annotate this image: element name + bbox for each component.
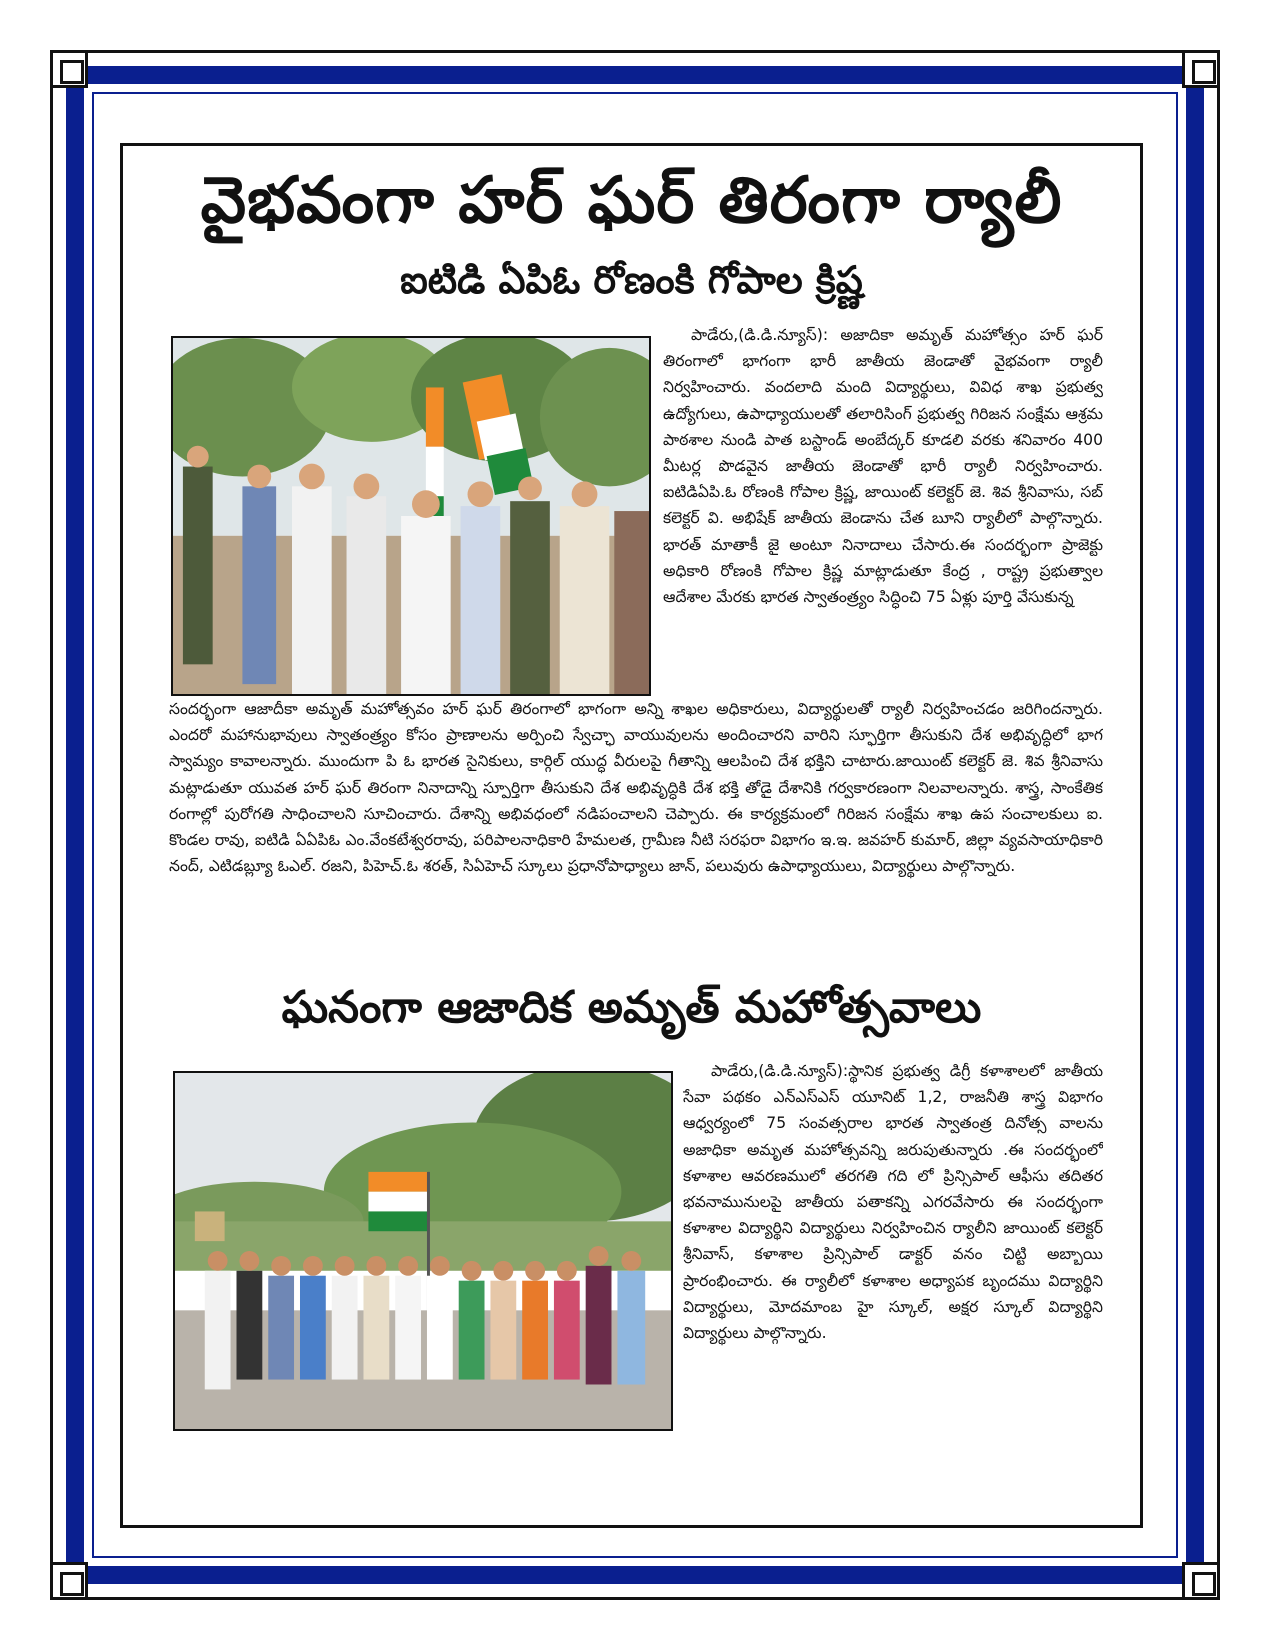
article1-headline: వైభవంగా హర్ ఘర్ తిరంగా ర్యాలీ: [200, 164, 1063, 238]
article1-subheadline: ఐటిడి ఏపిఓ రోణంకి గోపాల క్రిష్ణ: [400, 258, 863, 302]
corner-ornament-icon: [1182, 50, 1220, 88]
corner-ornament-icon: [50, 1562, 88, 1600]
article1-body-column: పాడేరు,(డి.డి.న్యూస్): అజాదికా అమృత్ మహోత్సం హర్ ఘర్ తిరంగాలో భాగంగా భారీ జాతీయ జెండాతో వైభవంగా ర్యాలీ నిర్వహించారు. వందలాది మంది విద్యార్థులు, వివిధ శాఖ ప్రభుత్వ ఉద్యోగులు, ఉపాధ్యాయులతో తలారిసింగ్ ప్రభుత్వ గిరిజన సంక్షేమ ఆశ్రమ పాఠశాల నుండి పాత బస్టాండ్ అంబేద్కర్ కూడలి వరకు శనివారం 400 మీటర్ల పొడవైన జాతీయ జెండాతో భారీ ర్యాలీ నిర్వహించారు. ఐటిడిఏపి.ఓ రోణంకి గోపాల క్రిష్ణ, జాయింట్ కలెక్టర్ జె. శివ శ్రీనివాసు, సబ్ కలెక్టర్ వి. అభిషేక్ జాతీయ జెండాను చేత బూని ర్యాలీలో పాల్గొన్నారు. భారత్ మాతాకీ జై అంటూ నినాదాలు చేసారు.ఈ సందర్భంగా ప్రాజెక్టు అధికారి రోణంకి గోపాల క్రిష్ణ మాట్లాడుతూ కేంద్ర , రాష్ట్ర ప్రభుత్వాల ఆదేశాల మేరకు భారత స్వాతంత్ర్యం సిద్ధించి 75 ఏళ్లు పూర్తి వేసుకున్న: [663, 326, 1103, 607]
news-clipping: [120, 143, 1143, 1528]
article2-headline: ఘనంగా ఆజాదిక అమృత్ మహోత్సవాలు: [281, 982, 982, 1033]
article1-body-fullwidth: సందర్భంగా ఆజాదీకా అమృత్ మహోత్సవం హర్ ఘర్ తిరంగాలో భాగంగా అన్ని శాఖల అధికారులు, విద్యార్థులతో ర్యాలీ నిర్వహించడం జరిగిందన్నారు. ఎందరో మహానుభావులు స్వాతంత్ర్యం కోసం ప్రాణాలను అర్పించి స్వేచ్ఛా వాయువులను అందించారని వారిని స్ఫూర్తిగా తీసుకుని దేశ అభివృద్ధిలో భాగ స్వామ్యం కావాలన్నారు. ముందుగా పి ఓ భారత సైనికులు, కార్గిల్ యుద్ధ వీరులపై గీతాన్ని ఆలపించి దేశ భక్తిని చాటారు.జాయింట్ కలెక్టర్ జె. శివ శ్రీనివాసు మట్లాడుతూ యువత హర్ ఘర్ తిరంగా నినాదాన్ని స్పూర్తిగా తీసుకుని దేశ అభివృద్ధికి దేశ భక్తి తోడై దేశానికి గర్వకారణంగా నిలవాలన్నారు. శాస్త్ర, సాంకేతిక రంగాల్లో పురోగతి సాధించాలని సూచించారు. దేశాన్ని అభివధంలో నడిపంచాలని చెప్పారు. ఈ కార్యక్రమంలో గిరిజన సంక్షేమ శాఖ ఉప సంచాలకులు ఐ. కొండల రావు, ఐటిడి ఏఏపిఓ ఎం.వేంకటేశ్వరరావు, పరిపాలనాధికారి హేమలత, గ్రామీణ నీటి సరఫరా విభాగం ఇ.ఇ. జవహర్ కుమార్, జిల్లా వ్యవసాయాధికారి నంద్, ఎటిడబ్ల్యూ ఓఎల్. రజని, పిహెచ్.ఓ శరత్, సిఏహెచ్ స్కూలు ప్రధానోపాధ్యాలు జాన్, పలువురు ఉపాధ్యాయులు, విద్యార్థులు పాల్గొన్నారు.: [169, 700, 1103, 876]
corner-ornament-icon: [1182, 1562, 1220, 1600]
group-photo: [173, 1071, 673, 1431]
rally-photo: [171, 336, 651, 696]
corner-ornament-icon: [50, 50, 88, 88]
article2-body: పాడేరు,(డి.డి.న్యూస్):స్థానిక ప్రభుత్వ డిగ్రీ కళాశాలలో జాతీయ సేవా పథకం ఎన్ఎస్ఎస్ యూనిట్ 1,2, రాజనీతి శాస్త్ర విభాగం ఆధ్వర్యంలో 75 సంవత్సరాల భారత స్వాతంత్ర దినోత్స వాలను అజాధికా అమృత మహోత్సవన్ని జరుపుతున్నారు .ఈ సందర్భంలో కళాశాల ఆవరణములో తరగతి గది లో ప్రిన్సిపాల్ ఆఫీసు తదితర భవనామునులపై జాతీయ పతాకన్ని ఎగరవేసారు ఈ సందర్భంగా కళాశాల విద్యార్థిని విద్యార్థులు నిర్వహించిన ర్యాలీని జాయింట్ కలెక్టర్ శ్రీనివాస్, కళాశాల ప్రిన్సిపాల్ డాక్టర్ వనం చిట్టి అబ్బాయి ప్రారంభించారు. ఈ ర్యాలీలో కళాశాల అధ్యాపక బృందము విద్యార్థిని విద్యార్థులు, మోదమాంబ హై స్కూల్, అక్షర స్కూల్ విద్యార్థిని విద్యార్థులు పాల్గొన్నారు.: [683, 1062, 1103, 1343]
